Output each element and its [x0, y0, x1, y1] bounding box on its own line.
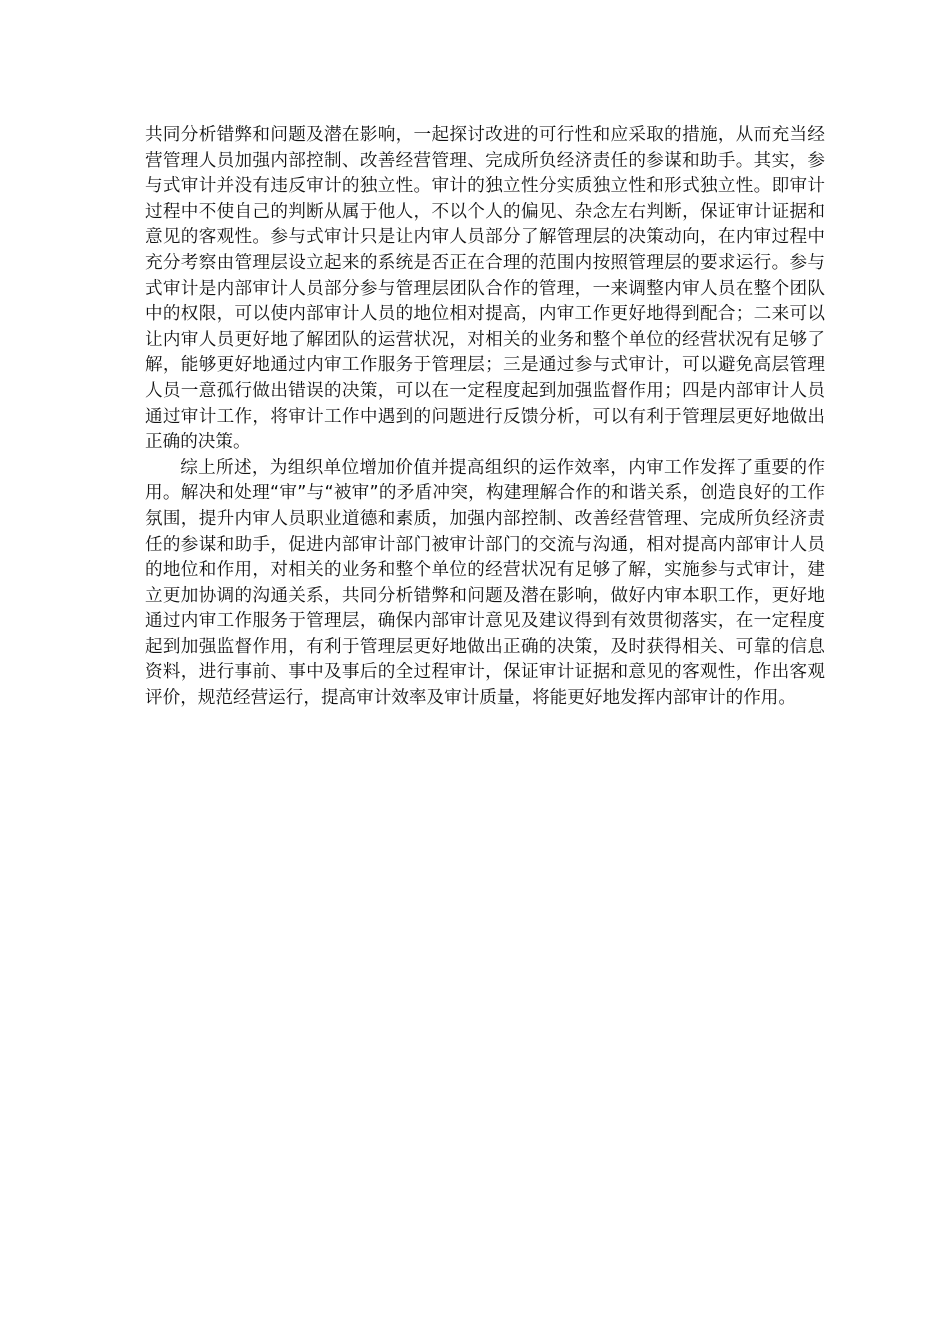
- paragraph-conclusion: 综上所述，为组织单位增加价值并提高组织的运作效率，内审工作发挥了重要的作用。解决和处理“审”与“被审”的矛盾冲突，构建理解合作的和谐关系，创造良好的工作氛围，提升内审人员职业道德和素质，加强内部控制、改善经营管理、完成所负经济责任的参谋和助手，促进内部审计部门被审计部门的交流与沟通，相对提高内部审计人员的地位和作用，对相关的业务和整个单位的经营状况有足够了解，实施参与式审计，建立更加协调的沟通关系，共同分析错弊和问题及潜在影响，做好内审本职工作，更好地通过内审工作服务于管理层，确保内部审计意见及建议得到有效贯彻落实，在一定程度起到加强监督作用，有利于管理层更好地做出正确的决策，及时获得相关、可靠的信息资料，进行事前、事中及事后的全过程审计，保证审计证据和意见的客观性，作出客观评价，规范经营运行，提高审计效率及审计质量，将能更好地发挥内部审计的作用。: [145, 457, 825, 709]
- document-body: [145, 123, 825, 712]
- paragraph-continuation: 共同分析错弊和问题及潜在影响，一起探讨改进的可行性和应采取的措施，从而充当经营管理人员加强内部控制、改善经营管理、完成所负经济责任的参谋和助手。其实，参与式审计并没有违反审计的独立性。审计的独立性分实质独立性和形式独立性。即审计过程中不使自己的判断从属于他人，不以个人的偏见、杂念左右判断，保证审计证据和意见的客观性。参与式审计只是让内审人员部分了解管理层的决策动向，在内审过程中充分考察由管理层设立起来的系统是否正在合理的范围内按照管理层的要求运行。参与式审计是内部审计人员部分参与管理层团队合作的管理，一来调整内审人员在整个团队中的权限，可以使内部审计人员的地位相对提高，内审工作更好地得到配合；二来可以让内审人员更好地了解团队的运营状况，对相关的业务和整个单位的经营状况有足够了解，能够更好地通过内审工作服务于管理层；三是通过参与式审计，可以避免高层管理人员一意孤行做出错误的决策，可以在一定程度起到加强监督作用；四是内部审计人员通过审计工作，将审计工作中遇到的问题进行反馈分析，可以有利于管理层更好地做出正确的决策。: [145, 125, 825, 453]
